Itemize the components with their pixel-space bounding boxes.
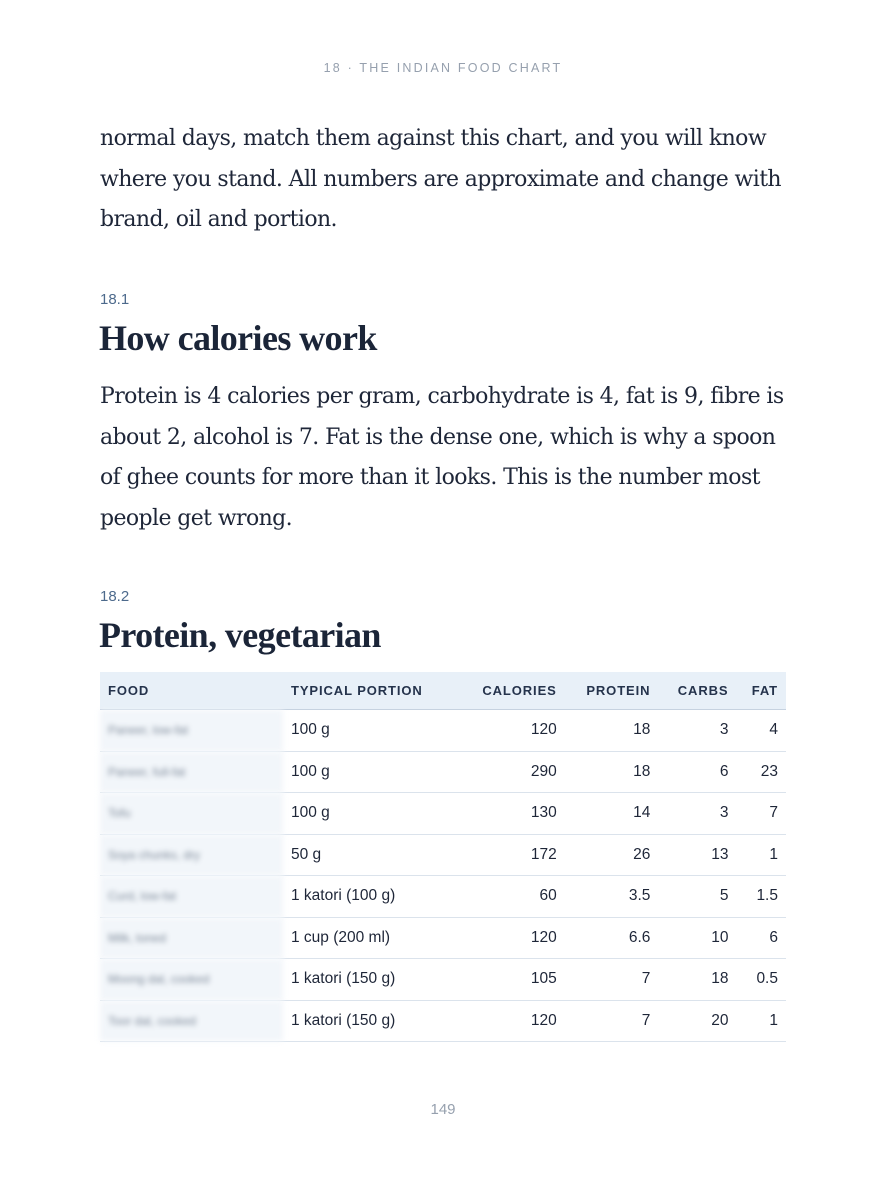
cell-protein: 6.6 — [565, 917, 659, 959]
cell-portion: 1 cup (200 ml) — [283, 917, 459, 959]
cell-portion: 1 katori (100 g) — [283, 876, 459, 918]
section-title: How calories work — [99, 318, 377, 358]
cell-fat: 0.5 — [736, 959, 786, 1001]
cell-fat: 1 — [736, 1000, 786, 1042]
table-row — [100, 710, 786, 752]
table-row — [100, 793, 786, 835]
cell-calories: 60 — [459, 876, 565, 918]
cell-food: Moong dal, cooked — [100, 959, 283, 1001]
cell-food: Paneer, full-fat — [100, 751, 283, 793]
cell-food: Toor dal, cooked — [100, 1000, 283, 1042]
cell-carbs: 3 — [658, 710, 736, 752]
cell-calories: 105 — [459, 959, 565, 1001]
cell-protein: 26 — [565, 834, 659, 876]
cell-carbs: 3 — [658, 793, 736, 835]
running-head: 18 · THE INDIAN FOOD CHART — [323, 61, 563, 75]
cell-food: Tofu — [100, 793, 283, 835]
cell-calories: 290 — [459, 751, 565, 793]
section-number: 18.2 — [100, 588, 130, 605]
cell-portion: 100 g — [283, 751, 459, 793]
table-row — [100, 751, 786, 793]
intro-paragraph: normal days, match them against this chart, and you will know where you stand. All numbers are approximate and change with brand, oil and portion. — [100, 126, 781, 232]
cell-portion: 50 g — [283, 834, 459, 876]
cell-portion: 100 g — [283, 710, 459, 752]
cell-food: Curd, low-fat — [100, 876, 283, 918]
cell-calories: 120 — [459, 917, 565, 959]
cell-protein: 18 — [565, 751, 659, 793]
cell-carbs: 6 — [658, 751, 736, 793]
cell-protein: 14 — [565, 793, 659, 835]
column-header-protein: PROTEIN — [565, 672, 659, 710]
cell-fat: 1.5 — [736, 876, 786, 918]
table-row — [100, 876, 786, 918]
cell-carbs: 20 — [658, 1000, 736, 1042]
cell-fat: 6 — [736, 917, 786, 959]
table-row — [100, 834, 786, 876]
cell-calories: 130 — [459, 793, 565, 835]
cell-fat: 23 — [736, 751, 786, 793]
table-row — [100, 959, 786, 1001]
table-header-row — [100, 672, 786, 710]
cell-portion: 100 g — [283, 793, 459, 835]
section-number: 18.1 — [100, 291, 130, 308]
cell-fat: 4 — [736, 710, 786, 752]
cell-fat: 1 — [736, 834, 786, 876]
table-row — [100, 917, 786, 959]
cell-calories: 120 — [459, 710, 565, 752]
page-number: 149 — [430, 1101, 456, 1118]
cell-calories: 120 — [459, 1000, 565, 1042]
protein-table — [100, 672, 786, 1042]
cell-carbs: 13 — [658, 834, 736, 876]
column-header-food: FOOD — [100, 672, 283, 710]
table-body — [100, 710, 786, 1042]
cell-carbs: 10 — [658, 917, 736, 959]
cell-protein: 7 — [565, 1000, 659, 1042]
cell-food: Paneer, low-fat — [100, 710, 283, 752]
cell-portion: 1 katori (150 g) — [283, 1000, 459, 1042]
column-header-fat: FAT — [736, 672, 786, 710]
column-header-calories: CALORIES — [459, 672, 565, 710]
cell-calories: 172 — [459, 834, 565, 876]
column-header-carbs: CARBS — [658, 672, 736, 710]
cell-food: Milk, toned — [100, 917, 283, 959]
cell-carbs: 18 — [658, 959, 736, 1001]
cell-protein: 7 — [565, 959, 659, 1001]
cell-carbs: 5 — [658, 876, 736, 918]
table-row — [100, 1000, 786, 1042]
column-header-portion: TYPICAL PORTION — [283, 672, 459, 710]
cell-protein: 3.5 — [565, 876, 659, 918]
cell-fat: 7 — [736, 793, 786, 835]
section-paragraph: Protein is 4 calories per gram, carbohydrate is 4, fat is 9, fibre is about 2, alcohol is 7. Fat is the dense one, which is why a spoon of ghee counts for more than it looks. This is the number most people get wrong. — [100, 384, 784, 531]
section-title: Protein, vegetarian — [99, 615, 381, 655]
cell-portion: 1 katori (150 g) — [283, 959, 459, 1001]
cell-protein: 18 — [565, 710, 659, 752]
cell-food: Soya chunks, dry — [100, 834, 283, 876]
